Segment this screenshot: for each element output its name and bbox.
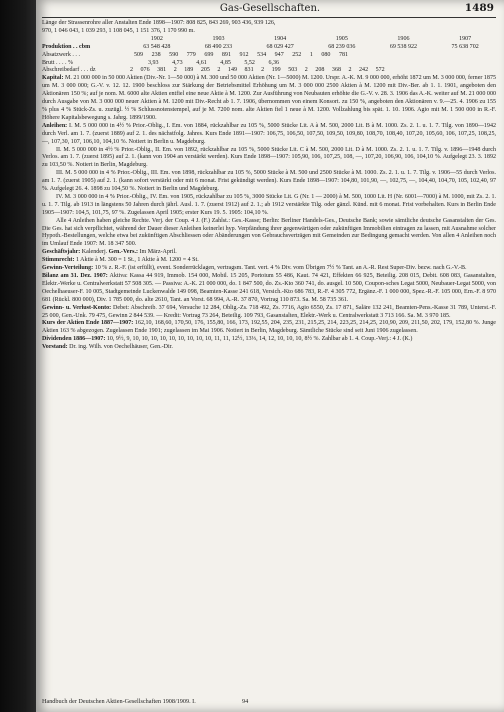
production-row: [42, 60, 496, 68]
year-cell: 1905: [335, 35, 348, 42]
stimmrecht-paragraph: Stimmrecht: 1 Aktie à M. 300 = 1 St., 1 Aktie à M. 1200 = 4 St.: [42, 257, 199, 264]
kurs-paragraph: Kurs der Aktien Ende 1887—1907: 162,10, 168,60, 170,50, 176, 155,80, 166, 173, 192,55, 204, 235, 231, 215,25, 214, 223,25, 214,25, 210,90, 209, 211,50, 202, 179, 152,80 %. Junge Aktien 163 % abgezogen. Zugelassen Ende 1901; zugelassen im Mai 1906. Notiert in Berlin, Magdeburg. Sämtliche Stücke sind seit Juni 1906 zugelassen.: [42, 320, 496, 335]
footer-signature: 94: [242, 698, 249, 705]
header-rule: [42, 17, 496, 18]
dividenden-paragraph: Dividenden 1886—1907: 10, 9½, 9, 10, 10, 10, 10, 10, 10, 10, 10, 10, 11, 11, 12½, 13⅓, 14, 12, 10, 10, 10, 8½ %. Zahlbar ab 1. 4. Coup.-Verj.: 4 J. (K.): [42, 336, 413, 343]
production-year-row: [42, 36, 496, 44]
anleihe-iii-paragraph: III. M. 5 000 000 in 4 % Prior.-Oblig., III. Em. von 1898, rückzahlbar zu 105 %, 5000 Stücke à M. 500 und 2500 Stücke à M. 1000. Zs. 2. 1. u. 1. 7. Tilg. v. 1906—55 durch Verlos. am 1. 7. (zuerst 1905) auf 2. 1. (kann sofort verstärkt oder mit 6 monat. Frist gekündigt werden). Kurs Ende 1898—1907: 104,80, 101,90, —, 102,75, —, 104,40, 104,70, 105, 102,40, 97 %. Aufgelegt 26. 4. 1898 zu 104,50 %. Notiert in Berlin und Magdeburg.: [42, 170, 496, 193]
kapital-paragraph: Kapital: M. 21 000 000 in 50 000 Aktien (Div.-Nr. 1—50 000) à M. 300 und 50 000 Aktien (Nr. 1—5000) M. 1200. Urspr. A.-K. M. 9 000 000, erhöht 1872 um M. 3 000 000, ferner 1875 um M. 3 000 000; G.-V. v. 12. 12. 1900 beschloss zur Stärkung der Betriebsmittel Erhöhung um M. 3 000 000 2500 Aktien à M. 1200 mit Div.-Ber. ab 1. 1. 1901, angeboten den Aktionären 150 %; auf je nom. M. 6000 alte Aktien entfiel eine neue Aktie à M. 1200. Zur Ausführung von Neubauten erhöhte die G.-V. v. 28. 3. 1906 das A.-K. weiter auf M. 21 000 000 durch Ausgabe von M. 3 000 000 neuer Aktien à M. 1200 mit Div.-Recht ab 1. 7. 1906, übernommen von einem Konsort. zu 150 %, angeboten den Aktionären v. 9.—25. 4. 1906 zu 155 % plus 4 % Stück-Zs. u. zuzügl. ½ % Schlussnotenstempel, auf je M. 7200 nom. alte Aktien fiel 1 neue à M. 1200. Vollzahlung bis spät. 1. 10. 1906. Agio mit M. 1 500 000 in R.-F. Höhere Kapitalsbewegung s. Jahrg. 1899/1900.: [42, 75, 496, 121]
book-binding-shadow: [0, 0, 36, 712]
anleihe-ii-paragraph: II. M. 5 000 000 in 4½ % Prior.-Oblig., II. Em. von 1892, rückzahlbar zu 105 %, 5000 Stücke Lit. C à M. 500, 2000 Lit. D à M. 1000. Zs. 2. 1. u. 1. 7. Tilg. v. 1896—1948 durch Verlos. am 1. 7. (zuerst 1895) auf 2. 1. (kann von 1904 an verstärkt werden). Kurs Ende 1898—1907: 105,90, 106, 107,25, 108, —, 107,20, 106,90, 106, 104,10 %. Aufgelegt 23. 3. 1892 zu 103,50 %. Notiert in Berlin, Magdeburg.: [42, 146, 496, 169]
table-cell: 63 548 428: [143, 43, 171, 50]
production-table: [42, 36, 496, 76]
production-row: [42, 52, 496, 60]
row-values: 3,93 4,73 4,61 4,85 5,52 6,36: [148, 59, 280, 66]
table-cell: 75 638 702: [451, 43, 479, 50]
year-cell: 1907: [459, 35, 472, 42]
gewinn-verteilung-paragraph: Gewinn-Verteilung: 10 % z. R.-F. (ist erfüllt), event. Sonderrücklagen, vertragsm. Tant. vert. 4 % Div. vom Übrigen 7½ % Tant. an A.-R. Rest Super-Div. bezw. nach G.-V.-B.: [42, 265, 467, 272]
year-cell: 1903: [212, 35, 225, 42]
intro-line-2: 970, 1 046 043, 1 039 293, 1 108 045, 1 151 376, 1 170 990 m.: [42, 27, 195, 34]
row-label: Produktion . . cbm: [42, 43, 91, 50]
row-values: 509 238 590 779 699 891 912 534 947 252 1 080 781: [134, 51, 349, 58]
anleihen-paragraph: Anleihen: I. M. 5 000 000 in 4½ % Prior.-Oblig., I. Em. von 1884, rückzahlbar zu 105 %, 5000 Stücke Lit. A à M. 500, 2000 Lit. B à M. 1000. Zs. 2. 1. u. 1. 7. Tilg. von 1890—1942 durch Verl. am 1. 7. (zuerst 1889) auf 2. 1. des nächstfolg. Jahres. Kurs Ende 1891—1907: 106,75, 106,50, 107,50, 109,50, 109,80, 108,70, 108,40, 107,20, 105,60, 106, 107,25, 108,25, —, 107,30, 107, 106,10, 104,10 %. Notiert in Berlin u. Magdeburg.: [42, 122, 496, 145]
row-label: Brutt . . . . %: [42, 59, 74, 66]
vorstand-paragraph: Vorstand: Dr. ing. Wilh. von Oechelhäuser, Gen.-Dir.: [42, 344, 173, 351]
row-values: 2 076 381 2 189 205 2 149 831 2 199 503 2 208 368 2 242 572: [130, 67, 385, 74]
year-cell: 1906: [397, 35, 410, 42]
book-page: [36, 0, 504, 712]
row-label: Abschreibedarf . . . dz: [42, 67, 96, 74]
table-cell: 68 490 233: [204, 43, 233, 50]
anleihe-iv-paragraph: IV. M. 3 000 000 in 4 % Prior.-Oblig., IV. Em. von 1905, rückzahlbar zu 105 %, 3000 Stücke Lit. G (Nr. 1 — 2000) à M. 500, 1000 Lit. H (Nr. 6001—7000) à M. 1000, mit Zs. 2. 1. u. 1. 7. Tilg. ab 1913 in längstens 50 Jahren durch jährl. Ausl. 1. 7. (zuerst 1912) auf 2. 1.; ab 1912 verstärkte Tilg. oder gänzl. Künd. mit 6 monat. Frist vorbehalten. Kurs in Berlin Ende 1905—1907: 104,5, 101,75, 97 %. Zugelassen April 1905; erster Kurs 19. 5. 1905: 104,10 %.: [42, 193, 496, 216]
table-cell: 68 029 427: [266, 43, 294, 50]
page-number: 1489: [464, 2, 494, 14]
year-cell: 1904: [274, 35, 287, 42]
page-header: [36, 0, 504, 17]
table-cell: 69 538 922: [389, 43, 418, 50]
gewinn-verlust-paragraph: Gewinn- u. Verlust-Konto: Debet: Abschreib. 37 694, Versuche 12 284, Oblig.-Zs. 718 492, Zs. 7716, Agio 6550, Zs. 17 871, Saläre 132 241, Beamten-Pens.-Kasse 31 789, Unterst.-F. 25 000, Gen.-Unk. 79 475, Gewinn 2 844 539. — Kredit: Vortrag 73 264, Beteilig. 109 793, Gasanstalten, Elektr.-Werk u. Centralwerkstatt 3 713 166. Sa. M. 3 970 185.: [42, 304, 496, 319]
production-row: [42, 44, 496, 52]
anleihen-common-paragraph: Alle 4 Anleihen haben gleiche Rechte. Verj. der Coup. 4 J. (F.) Zahlst.: Ges.-Kasse; Berlin: Berliner Handels-Ges., Deutsche Bank; sowie sämtliche deutsche Gasanstalten der Ges. Die Ges. hat sich verpflichtet, während der Dauer dieser Anleihen keinerlei hyp. Verpfändung ihrer gegenwärtigen oder zukünftigen Immobilien eintragen zu lassen, mit Ausnahme solcher Hypoth.-Bestellungen, welche etwa bei zukünftigen Abschliessen oder Abänderungen von Gebrauchsverträgen mit Gemeinden zur Bedingung gemacht werden. Von allen 4 Anleihen noch im Umlauf Ende 1907: M. 18 347 500.: [42, 217, 496, 248]
running-title: Gas-Gesellschaften.: [219, 3, 321, 14]
document-body: [42, 20, 496, 352]
year-cell: 1902: [150, 35, 163, 42]
table-cell: 68 239 036: [328, 43, 356, 50]
geschaeftsjahr-paragraph: Geschäftsjahr: Kalenderj. Gen.-Vers.: Im März-April.: [42, 249, 177, 256]
row-label: Absatzwerk . . .: [42, 51, 80, 58]
intro-line: Länge der Strassenrohre aller Anstalten Ende 1898—1907: 808 825, 843 269, 903 436, 939 126,: [42, 20, 276, 26]
footer-source: Handbuch der Deutschen Aktien-Gesellschaften 1908/1909. I.: [42, 698, 196, 705]
bilanz-paragraph: Bilanz am 31. Dez. 1907: Aktiva: Kassa 44 919, Immob. 154 000, Mobil. 15 205, Portoium 55 486, Kaut. 74 421, Effekten 66 925, Beteilig. 208 015, Debit. 608 083, Gasanstalten, Elektr.-Werke u. Centralwerkstatt 57 508 305. — Passiva: A.-K. 21 000 000, do. 1 847 500, do. Zs.-Kto 360 741, do. ausgel. 10 500, Coupon-sches Legat 5000, Neubauer-Legat 5000, von Oechelhaeuser-F. 10 005, Stadtgemeinde Luckenwalde 149 098, Beamten-Kasse 241 618, Versich.-Kto 686 783, R.-F. 4 305 772, Ergänz.-F. 1 000 000, Spez.-R.-F. 105 000, Ern.-F. 8 970 681 (Rückl. 800 000), Div. 1 785 000, do. alte 2610, Tant. an Vorst. 68 994, A.-R. 37 870, Vortrag 110 873. Sa. M. 58 735 361.: [42, 273, 496, 303]
